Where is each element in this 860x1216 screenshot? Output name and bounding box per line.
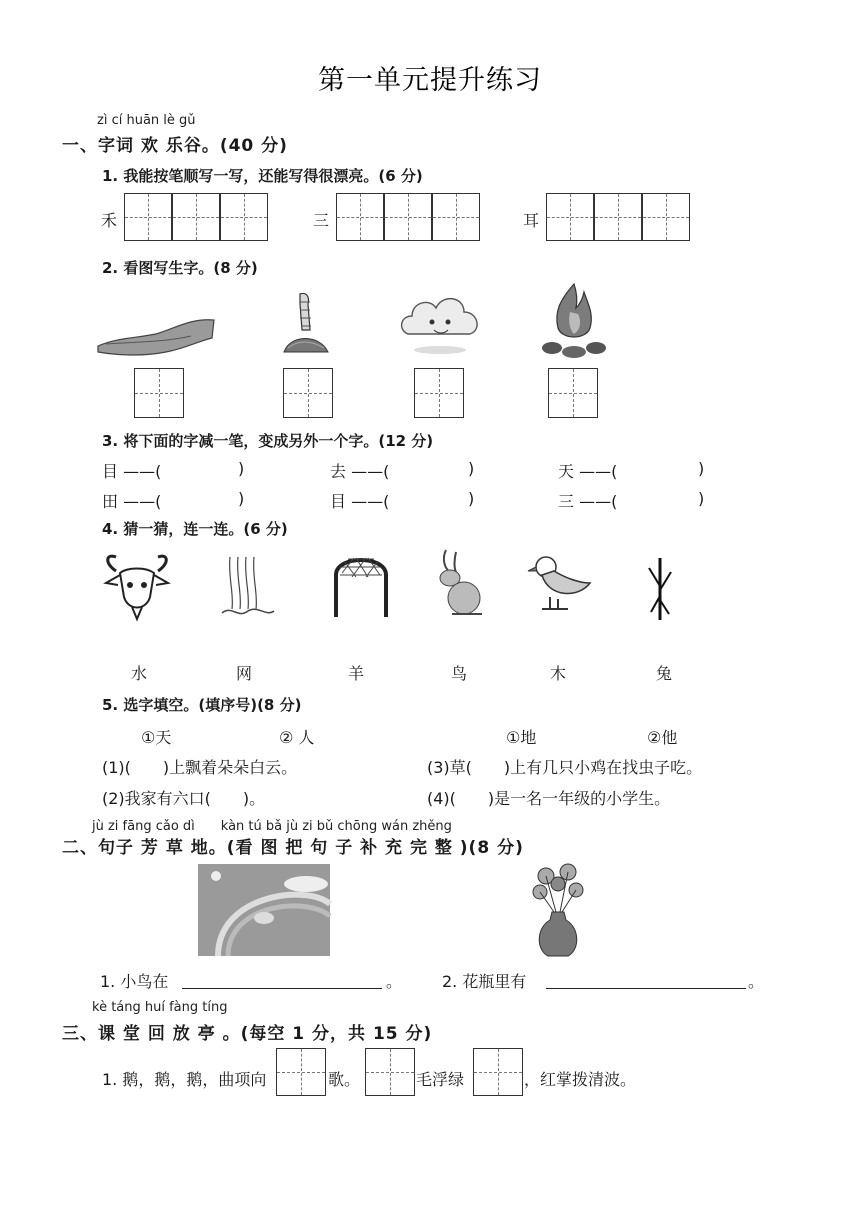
answer-cell-shoot[interactable]: [283, 368, 333, 418]
goat-picture: [102, 553, 172, 623]
wood-picture: [645, 556, 675, 622]
q5-option: ② 人: [279, 728, 315, 747]
q4-word: 网: [236, 664, 253, 683]
q3-close-paren: ): [698, 489, 705, 508]
section3-pinyin: kè táng huí fàng tíng: [92, 1000, 228, 1015]
s3-answer-cell[interactable]: [276, 1048, 326, 1096]
q3-close-paren: ): [698, 459, 705, 478]
q5-item: (2)我家有六口( )。: [102, 789, 266, 808]
q3-item: 田 ——(: [102, 492, 162, 511]
s2-item1-end: 。: [386, 972, 403, 991]
q1-prompt: 1. 我能按笔顺写一写，还能写得很漂亮。(6 分): [102, 167, 423, 185]
fire-picture: [540, 282, 610, 362]
bird-picture: [528, 553, 592, 615]
q3-item: 目 ——(: [330, 492, 390, 511]
writing-cell[interactable]: [642, 193, 690, 241]
q5-item: (1)( )上飘着朵朵白云。: [102, 758, 298, 777]
writing-cell[interactable]: [172, 193, 220, 241]
q5-item: (3)草( )上有几只小鸡在找虫子吃。: [427, 758, 703, 777]
q3-item: 三 ——(: [558, 492, 618, 511]
bamboo-shoot-picture: [280, 290, 332, 360]
section1-pinyin: zì cí huān lè gǔ: [97, 113, 196, 128]
writing-cell[interactable]: [220, 193, 268, 241]
q4-word: 木: [550, 664, 567, 683]
q1-char-er: 耳: [523, 211, 540, 230]
s2-item1-blank[interactable]: [182, 988, 382, 989]
section2-pinyin: jù zi fāng cǎo dì kàn tú bǎ jù zi bǔ chōng wán zhěng: [92, 819, 452, 834]
cloud-picture: [398, 290, 483, 358]
rainbow-picture: [198, 864, 330, 956]
s2-item1-label: 1. 小鸟在: [100, 972, 169, 991]
q5-option: ②他: [647, 728, 678, 747]
q5-item: (4)( )是一名一年级的小学生。: [427, 789, 671, 808]
writing-cell[interactable]: [594, 193, 642, 241]
water-picture: [218, 553, 278, 623]
s2-item2-end: 。: [748, 972, 765, 991]
q4-word: 兔: [656, 664, 673, 683]
section1-heading: 一、字词 欢 乐谷。(40 分): [62, 136, 288, 156]
net-picture: [330, 553, 392, 621]
q4-word: 羊: [348, 664, 365, 683]
q3-item: 去 ——(: [330, 462, 390, 481]
writing-cell[interactable]: [336, 193, 384, 241]
q3-close-paren: ): [468, 489, 475, 508]
q2-prompt: 2. 看图写生字。(8 分): [102, 259, 258, 277]
answer-cell-fire[interactable]: [548, 368, 598, 418]
answer-cell-cloud[interactable]: [414, 368, 464, 418]
page-title: 第一单元提升练习: [318, 65, 542, 96]
vase-picture: [528, 862, 592, 958]
q3-close-paren: ): [238, 459, 245, 478]
s3-answer-cell[interactable]: [473, 1048, 523, 1096]
s3-answer-cell[interactable]: [365, 1048, 415, 1096]
q4-word: 水: [131, 664, 148, 683]
q3-item: 目 ——(: [102, 462, 162, 481]
q3-close-paren: ): [468, 459, 475, 478]
q5-option: ①天: [141, 728, 172, 747]
section2-heading: 二、句子 芳 草 地。(看 图 把 句 子 补 充 完 整 )(8 分): [62, 838, 524, 858]
rabbit-picture: [432, 548, 488, 618]
s3-text: 1. 鹅，鹅，鹅，曲项向: [102, 1070, 267, 1089]
s2-item2-blank[interactable]: [546, 988, 746, 989]
answer-cell-hand[interactable]: [134, 368, 184, 418]
writing-cell[interactable]: [546, 193, 594, 241]
s3-text: 歌。: [328, 1070, 361, 1089]
hand-picture: [96, 308, 216, 358]
q3-close-paren: ): [238, 489, 245, 508]
q4-word: 鸟: [451, 664, 468, 683]
q1-char-san: 三: [313, 211, 330, 230]
q3-item: 天 ——(: [558, 462, 618, 481]
q3-prompt: 3. 将下面的字减一笔，变成另外一个字。(12 分): [102, 432, 434, 450]
q5-prompt: 5. 选字填空。(填序号)(8 分): [102, 696, 302, 714]
s3-text: ，红掌拨清波。: [524, 1070, 637, 1089]
writing-cell[interactable]: [432, 193, 480, 241]
q5-option: ①地: [506, 728, 537, 747]
writing-cell[interactable]: [384, 193, 432, 241]
section3-heading: 三、课 堂 回 放 亭 。(每空 1 分，共 15 分): [62, 1024, 433, 1044]
s2-item2-label: 2. 花瓶里有: [442, 972, 527, 991]
writing-cell[interactable]: [124, 193, 172, 241]
q1-char-he: 禾: [101, 211, 118, 230]
q4-prompt: 4. 猜一猜，连一连。(6 分): [102, 520, 288, 538]
s3-text: 毛浮绿: [416, 1070, 465, 1089]
